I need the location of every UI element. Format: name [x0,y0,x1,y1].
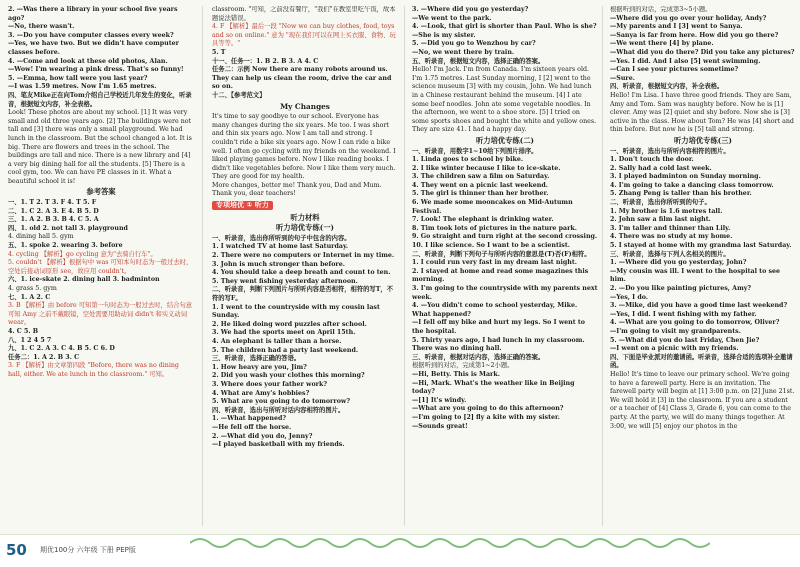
text-line: 听力材料 [290,212,320,222]
text-line: 3. —Do you have computer classes every week? [8,31,174,39]
text-line: —I'm going to [2] fly a kite with my sister. [412,413,560,421]
text-line: 8. Tim took lots of pictures in the nature park. [412,224,577,232]
column-divider [202,6,203,526]
text-line: 3. We had the sports meet on April 15th. [212,329,356,337]
text-line: classroom. "可知，之前没有餐厅，"我们"在教室里吃午饭，故本题说法错误。 [212,6,396,22]
text-line: It's time to say goodbye to our school. Everyone has many changes during the six years. Me too. I was short and thin six years ago. Now I am tall and strong. I couldn't ride a bike six years ago. Now I can ride a bike well. I often go cycling with my friends on the weekend. I liked playing games before. Now I like reading books. I didn't like vegetables before. Now I like them very much. They are good for my health. [212,113,396,181]
text-line: 3. Where does your father work? [212,380,328,388]
text-line: 一、听录音，选出你所听到的句子中包含的内容。 [212,234,351,242]
text-line: 4. —Look, that girl is shorter than Paul. Who is she? [412,23,597,31]
text-line: 4. dining hall 5. gym [8,233,74,241]
text-line: 2. —Was there a library in your school five years ago? [8,6,178,22]
text-line: 四、听录音，选出与所听对话内容相符的图片。 [212,406,345,414]
column-divider [602,6,603,526]
text-line: —My cousin was ill. I went to the hospital to see him. [610,267,781,284]
text-line: 4. grass 5. gym [8,285,57,292]
text-line: —What did you do there? Did you take any pictures? [610,48,795,56]
text-line: 2. John saw a film last night. [610,216,711,224]
text-line: —I was 1.59 metres. Now I'm 1.65 metres. [8,83,157,91]
text-line: 六、1. ice-skate 2. dining hall 3. badminton [8,276,160,284]
text-line: 2. I like winter because I like to ice-skate. [412,164,561,172]
text-line: 三、听录音，选择正确的答语。 [212,355,301,363]
text-line: 2. Sally had a cold last week. [610,164,712,172]
text-line: —I fell off my bike and hurt my legs. So I went to the hospital. [412,319,585,335]
text-line: —No, we went there by train. [412,48,515,56]
text-line: 5. I stayed at home with my grandma last Saturday. [610,242,792,250]
text-line: 任务二：示例 Now there are many robots around us. They can help us clean the room, drive the car and so on. [212,66,392,91]
text-line: 4. C 5. B [8,327,39,335]
text-line: 3. —Where did you go yesterday? [412,6,529,13]
text-line: —Sounds great! [412,422,468,430]
text-line: 3. I'm taller and thinner than Lily. [610,224,731,232]
text-line: 2. He liked doing word puzzles after school. [212,320,367,328]
text-line: —She is my sister. [412,31,476,39]
text-line: 四、1. old 2. not tall 3. playground [8,224,128,232]
text-line: 5. —Emma, how tall were you last year? [8,74,148,82]
text-line: 3. The children saw a film on Saturday. [412,173,550,181]
column-4 [610,6,796,531]
text-line: 二、听录音，选出你所听到的句子。 [610,199,711,207]
text-line: 十一、任务一：1. B 2. B 3. A 4. C [212,57,319,65]
text-line: 九、1. C 2. A 3. C 4. B 5. C 6. D [8,345,115,353]
text-line: 二、1. C 2. A 3. E 4. B 5. D [8,207,99,215]
text-line: 1. Linda goes to school by bike. [412,156,524,164]
text-line: 4. There was no study at my home. [610,233,733,241]
text-line: —Yes, I did. I went fishing with my father. [610,310,757,318]
text-line: 2. I stayed at home and read some magazines this morning. [412,267,589,284]
text-line: —We went there [4] by plane. [610,40,714,48]
text-line: 5. couldn't 【解析】根据句中 was 可知本句时态为一般过去时，空处后接动词原形 see，故应用 couldn't。 [8,259,193,275]
text-line: 5. —Did you go to Wenzhou by car? [412,40,536,48]
text-line: 5. Thirty years ago, I had lunch in my classroom. There was no dining hall. [412,336,585,353]
text-line: Hello! I'm Lisa. I have three good friends. They are Sam, Amy and Tom. Sam was naughty before. Now he is [1] clever. Amy was [2] quiet and shy before. Now she is [3] active in the class. How about Tom? He was [4] short and thin before. But now he is [5] tall and strong. [610,91,794,134]
text-line: —He fell off the horse. [212,423,292,431]
column-divider [404,6,405,526]
text-line: —I went on a picnic with my friends. [610,345,739,353]
text-line: 7. Look! The elephant is drinking water. [412,216,554,224]
text-line: —Yes. I did. And I also [5] went swimming. [610,57,761,65]
footer-info: 期优100分 六年级 下册 PEP版 [40,546,136,554]
text-line: 三、听录音，根据对话内容，选择正确的答案。 [412,353,545,361]
text-line: 5. The children had a party last weekend. [212,346,359,354]
text-line: 二、听录音，判断下列图片与所听内容是否相符，相符的写T，不符的写F。 [212,286,393,302]
text-line: 3. I played badminton on Sunday morning. [610,173,761,181]
text-line: —What are you going to do this afternoon? [412,405,564,413]
text-line: 2. —Do you like painting pictures, Amy? [610,285,752,292]
text-line: 1. I could run very fast in my dream last night. [412,259,577,267]
text-line: 4. F 【解析】最后一段 "Now we can buy clothes, food, toys and so on online." 意为 "现在我们可以在网上买衣服、食物、玩具等等。" [212,23,396,48]
text-line: 4. You should take a deep breath and count to ten. [212,269,391,277]
text-line: 4. —You didn't come to school yesterday, Mike. What happened? [412,302,578,318]
text-line: 根据听到的对话，完成第1~2小题。 [412,362,514,370]
text-line: Hello! I'm Jack. I'm from Canada. I'm sixteen years old. I'm 1.75 metres. Last Sunday morning, I [2] went to the science museum [3] with my cousin, John. We had lunch in a Chinese restaurant behind the museum. [4] I ate some beef noodles. John ate some vegetable noodles. In the afternoon, we went to a shoe store. [5] I tried on some sports shoes and bought the white and yellow ones. They are size 41. I had a happy day. [412,66,597,134]
text-line: —Yes, we have two. But we didn't have computer classes before. [8,40,179,56]
text-line: 3. I'm going to the countryside with my parents next week. [412,285,598,301]
text-line: 一、听录音，选出与所听内容相符的图片。 [610,147,730,155]
text-line: —Wow! I'm wearing a pink dress. That's so funny! [8,66,184,74]
text-line: —No, there wasn't. [8,23,75,31]
text-line: 4. —What are you going to do tomorrow, Oliver? [610,319,780,327]
text-line: —My parents and I [3] went to Sanya. [610,23,743,31]
text-line: Look! These photos are about my school. [1] It was very small and old three years ago. [2] The buildings were not tall and [3] there was only a small playground. We had lunch in the classroom. But the school changed a lot. It is big. There are flowers and trees in the school. The buildings are tall and nice. There is a new library and [4] a very big dining hall for all the students. [5] There is a cool gym, too. We can have PE classes in it. What a beautiful school it is! [8,109,192,185]
text-line: 1. I went to the countryside with my cousin last Sunday. [212,303,380,320]
text-line: 1. —What happened? [212,415,287,423]
text-line: 五、听录音，根据短文内容，选择正确的答案。 [412,57,545,65]
text-line: 4. What are Amy's hobbies? [212,389,310,397]
text-line: 四、听录音，根据短文内容，补全表格。 [610,83,724,91]
text-line: —Sanya is far from here. How did you go there? [610,31,779,39]
text-line: 5. They went fishing yesterday afternoon. [212,277,358,285]
text-line: —I played basketball with my friends. [212,441,345,449]
text-line: My Changes [280,101,330,111]
text-line: 五、1. spoke 2. wearing 3. before [8,242,123,250]
text-line: 三、1. A 2. B 3. B 4. C 5. A [8,216,99,224]
text-line: 3. John is much stronger than before. [212,260,345,268]
text-line: —Sure. [610,74,635,82]
text-line: 2. —What did you do, Jenny? [212,432,313,440]
text-line: 一、1. T 2. T 3. F 4. T 5. F [8,199,97,207]
page-footer [0,534,800,567]
text-line: 任务二：1. A 2. B 3. C [8,353,80,361]
text-line: —Hi, Betty. This is Mark. [412,370,500,378]
text-line: 10. I like science. So I want to be a scientist. [412,242,570,250]
text-line: 听力培优专练(二) [476,135,534,145]
page-number: 50 [6,541,27,559]
text-line: —We went to the park. [412,14,492,22]
column-3 [412,6,598,531]
text-line: 1. Don't touch the door. [610,156,694,164]
text-line: 5. —What did you do last Friday, Chen Jie? [610,336,760,344]
text-line: 4. I'm going to take a dancing class tomorrow. [610,181,774,189]
text-line: 4. An elephant is taller than a horse. [212,337,342,345]
text-line: 1. —Where did you go yesterday, John? [610,259,747,267]
text-line: 根据听到的对话，完成第3~5小题。 [610,6,712,13]
text-line: 四、下面是毕业派对的邀请函。听录音，选择合适的选项补全邀请函。 [610,353,793,370]
text-line: 6. We made some mooncakes on Mid-Autumn Festival. [412,199,573,215]
text-line: 3. —Mike, did you have a good time last weekend? [610,302,788,310]
text-line: 5. Zhang Peng is taller than his brother. [610,190,752,198]
column-1 [8,6,194,531]
text-line: 四、笔友Mike正在向Tom介绍自己学校近几年发生的变化，听录音，根据短文内容，补全表格。 [8,91,192,108]
text-line: 2. There were no computers or Internet in my time. [212,252,395,260]
text-line: 二、听录音，判断下列句子与所听内容的意思是(T)否(F)相符。 [412,250,591,258]
text-line: 3. B 【解析】由 before 可知第一句时态为一般过去时，结合句意可知 Amy 之前不戴眼镜，空处需要用助动词 didn't 和实义动词 wear。 [8,302,193,327]
text-line: —Hi, Mark. What's the weather like in Beijing today? [412,379,575,396]
text-line: —Where did you go over your holiday, Andy? [610,14,767,22]
text-line: 1. I watched TV at home last Saturday. [212,243,349,251]
text-line: 1. How heavy are you, Jim? [212,363,307,371]
text-line: Hello! It's time to leave our primary school. We're going to have a farewell party. Here is an invitation. The farewell party will begin at [1] 3:00 p.m. on [2] June 21st. We will hold it [3] in the classroom. If you are a student or a teacher of [4] Class 3, Grade 6, you can come to the party. At the party, we will do many things together. At 3:00, we will [5] enjoy our photos in the [610,370,795,430]
text-line: 1. My brother is 1.6 metres tall. [610,207,723,215]
decorative-wave [190,535,710,551]
text-line: 专项培优 ① 听力 [212,201,273,210]
text-line: 5. What are you going to do tomorrow? [212,398,351,406]
text-line: 2. Did you wash your clothes this morning? [212,372,365,380]
text-line: —Can I see your pictures sometime? [610,66,739,74]
text-line: 八、1 2 4 5 7 [8,336,52,344]
text-line: More changes, better me! Thank you, Dad and Mum. Thank you, dear teachers! [212,181,382,198]
column-2 [212,6,398,531]
text-line: 4. They went on a picnic last weekend. [412,181,548,189]
text-line: —I'm going to visit my grandparents. [610,327,741,335]
text-line: 5. The girl is thinner than her brother. [412,190,549,198]
text-line: 七、1. A 2. C [8,293,51,301]
text-line: 5. T [212,48,226,56]
text-line: 3. F 【解析】由文章第四段 "Before, there was no dining hall, either. We ate lunch in the classroom." 可知。 [8,362,179,378]
text-line: 参考答案 [86,187,116,197]
text-line: —Yes, I do. [610,293,649,301]
text-line: 一、听录音，用数字1~10给下列图片排序。 [412,147,538,155]
text-line: 三、听录音，选择与下列人名相关的图片。 [610,250,730,258]
text-line: 听力培优专练(一) [276,223,334,233]
text-line: 4. cycling 【解析】go cycling 意为"去骑自行车"。 [8,250,157,258]
text-line: 听力培优专练(三) [674,135,732,145]
text-line: 9. Go straight and turn right at the second crossing. [412,233,598,241]
text-line: 十二、【参考范文】 [212,91,266,99]
text-line: 4. —Come and look at these old photos, Alan. [8,57,168,65]
text-line: —[1] It's windy. [412,396,467,404]
